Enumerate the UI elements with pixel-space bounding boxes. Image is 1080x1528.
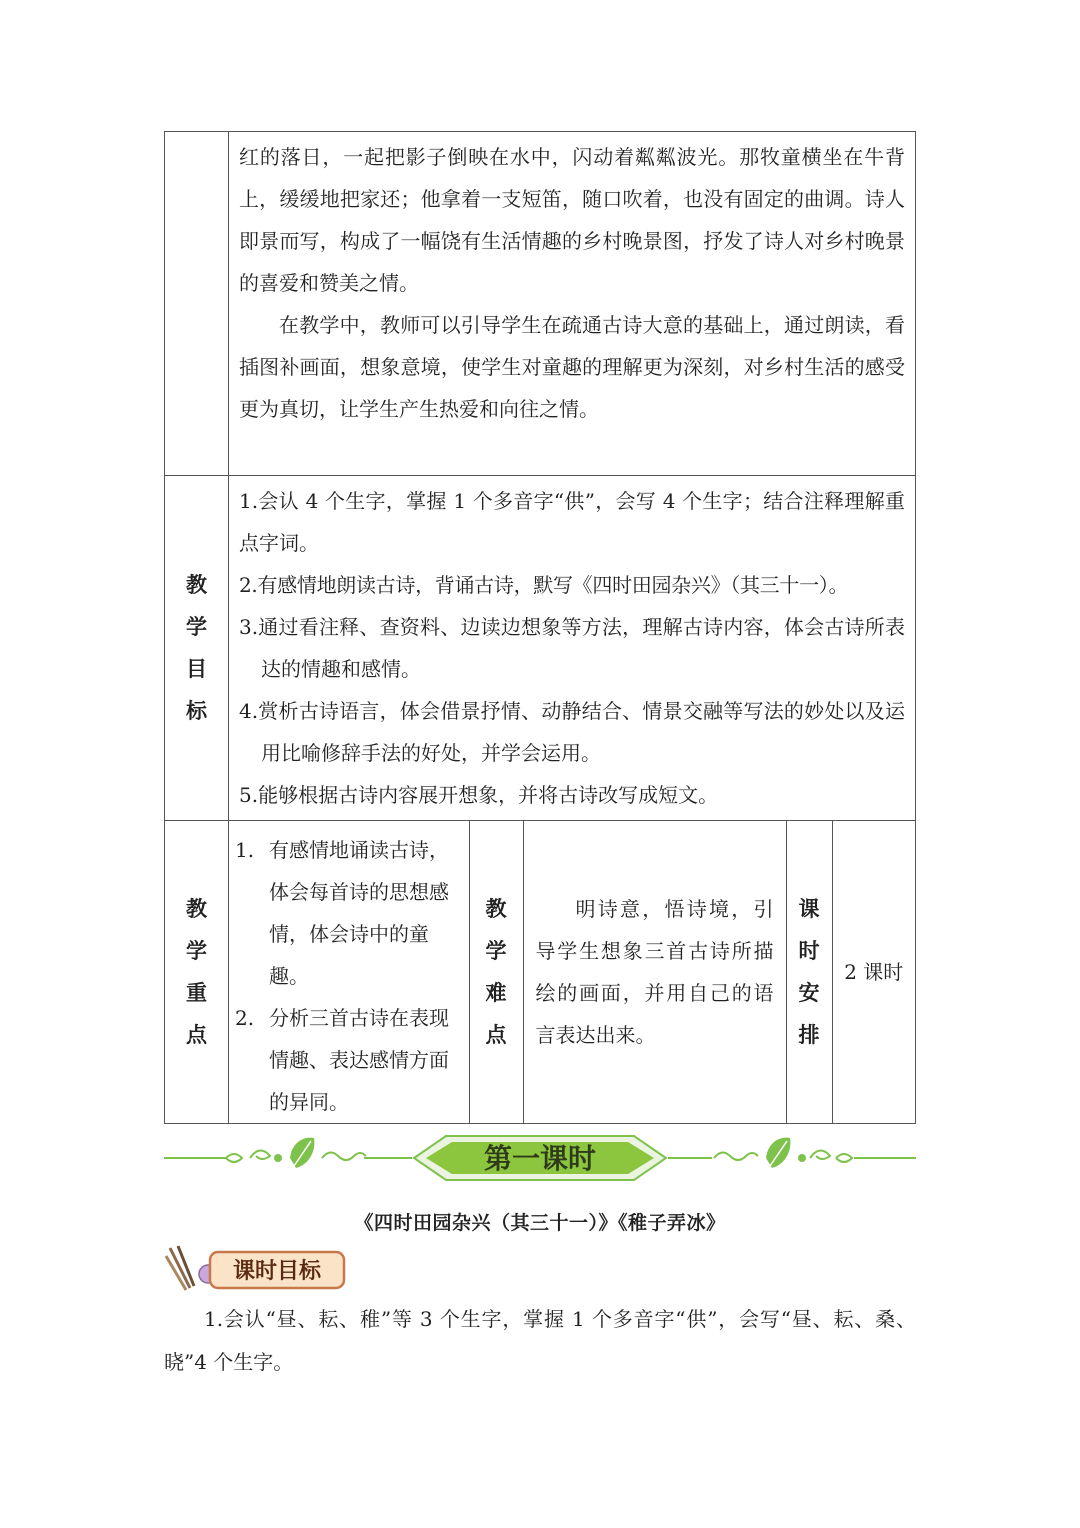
leaf-icon <box>290 1138 314 1168</box>
schedule-value: 2 课时 <box>844 960 904 984</box>
focus-list <box>229 821 469 1123</box>
goals-list <box>229 476 916 821</box>
focus-item-number: 2. <box>235 1006 255 1030</box>
lesson-banner <box>164 1124 916 1188</box>
focus-label-cell <box>165 821 229 1124</box>
focus-subtable <box>229 821 915 1123</box>
focus-item-text: 有感情地诵读古诗，体会每首诗的思想感情，体会诗中的童趣。 <box>269 838 449 988</box>
focus-item-text: 分析三首古诗在表现情趣、表达感情方面的异同。 <box>269 1006 449 1114</box>
intro-paragraph-1: 红的落日，一起把影子倒映在水中，闪动着粼粼波光。那牧童横坐在牛背上，缓缓地把家还；他拿着一支短笛，随口吹着，也没有固定的曲调。诗人即景而写，构成了一幅饶有生活情趣的乡村晚景图，抒发了诗人对乡村晚景的喜爱和赞美之情。 <box>239 145 905 295</box>
lesson-title: 《四时田园杂兴（其三十一）》《稚子弄冰》 <box>354 1212 726 1234</box>
banner-left-rule <box>164 1150 281 1162</box>
difficulty-label: 教学难点 <box>485 896 507 1047</box>
intro-row <box>165 132 916 476</box>
lesson-plan-table <box>164 131 916 1124</box>
goal-tag <box>164 1244 354 1294</box>
goals-label-cell <box>165 476 229 821</box>
intro-paragraph-2: 在教学中，教师可以引导学生在疏通古诗大意的基础上，通过朗读，看插图补画面，想象意境，使学生对童趣的理解更为深刻，对乡村生活的感受更为真切，让学生产生热爱和向往之情。 <box>239 313 905 421</box>
difficulty-label-cell <box>469 821 523 1123</box>
focus-label: 教学重点 <box>186 896 207 1047</box>
banner-plaque <box>414 1136 666 1180</box>
goal-item: 2.有感情地朗读古诗，背诵古诗，默写《四时田园杂兴》（其三十一）。 <box>239 573 849 597</box>
focus-item <box>235 829 463 997</box>
goal-item: 5.能够根据古诗内容展开想象，并将古诗改写成短文。 <box>239 783 719 807</box>
difficulty-text-cell <box>523 821 786 1123</box>
focus-item-number: 1. <box>235 838 255 862</box>
goal-item: 3.通过看注释、查资料、边读边想象等方法，理解古诗内容，体会古诗所表达的情趣和感情。 <box>239 615 905 681</box>
intro-label-cell <box>165 132 229 476</box>
focus-subtable-cell <box>229 821 916 1124</box>
goals-label: 教学目标 <box>186 572 207 723</box>
schedule-value-cell <box>832 821 915 1123</box>
focus-row <box>165 821 916 1124</box>
schedule-label: 课时安排 <box>798 896 820 1047</box>
goals-row <box>165 476 916 821</box>
focus-item <box>235 997 463 1123</box>
intro-text-cell <box>229 132 916 476</box>
goal-item: 4.赏析古诗语言，体会借景抒情、动静结合、情景交融等写法的妙处以及运用比喻修辞手法的好处，并学会运用。 <box>239 699 905 765</box>
goal-item: 1.会认 4 个生字，掌握 1 个多音字“供”，会写 4 个生字；结合注释理解重点字词。 <box>239 489 905 555</box>
lesson-goal-text: 1.会认“昼、耘、稚”等 3 个生字，掌握 1 个多音字“供”，会写“昼、耘、桑、晓”4 个生字。 <box>164 1307 916 1374</box>
schedule-label-cell <box>786 821 832 1123</box>
difficulty-text: 明诗意，悟诗境，引导学生想象三首古诗所描绘的画面，并用自己的语言表达出来。 <box>535 897 774 1047</box>
banner-title: 第一课时 <box>483 1142 597 1175</box>
goal-tag-label: 课时目标 <box>232 1258 322 1284</box>
banner-right-rule <box>799 1150 916 1162</box>
leaf-icon <box>766 1138 790 1168</box>
